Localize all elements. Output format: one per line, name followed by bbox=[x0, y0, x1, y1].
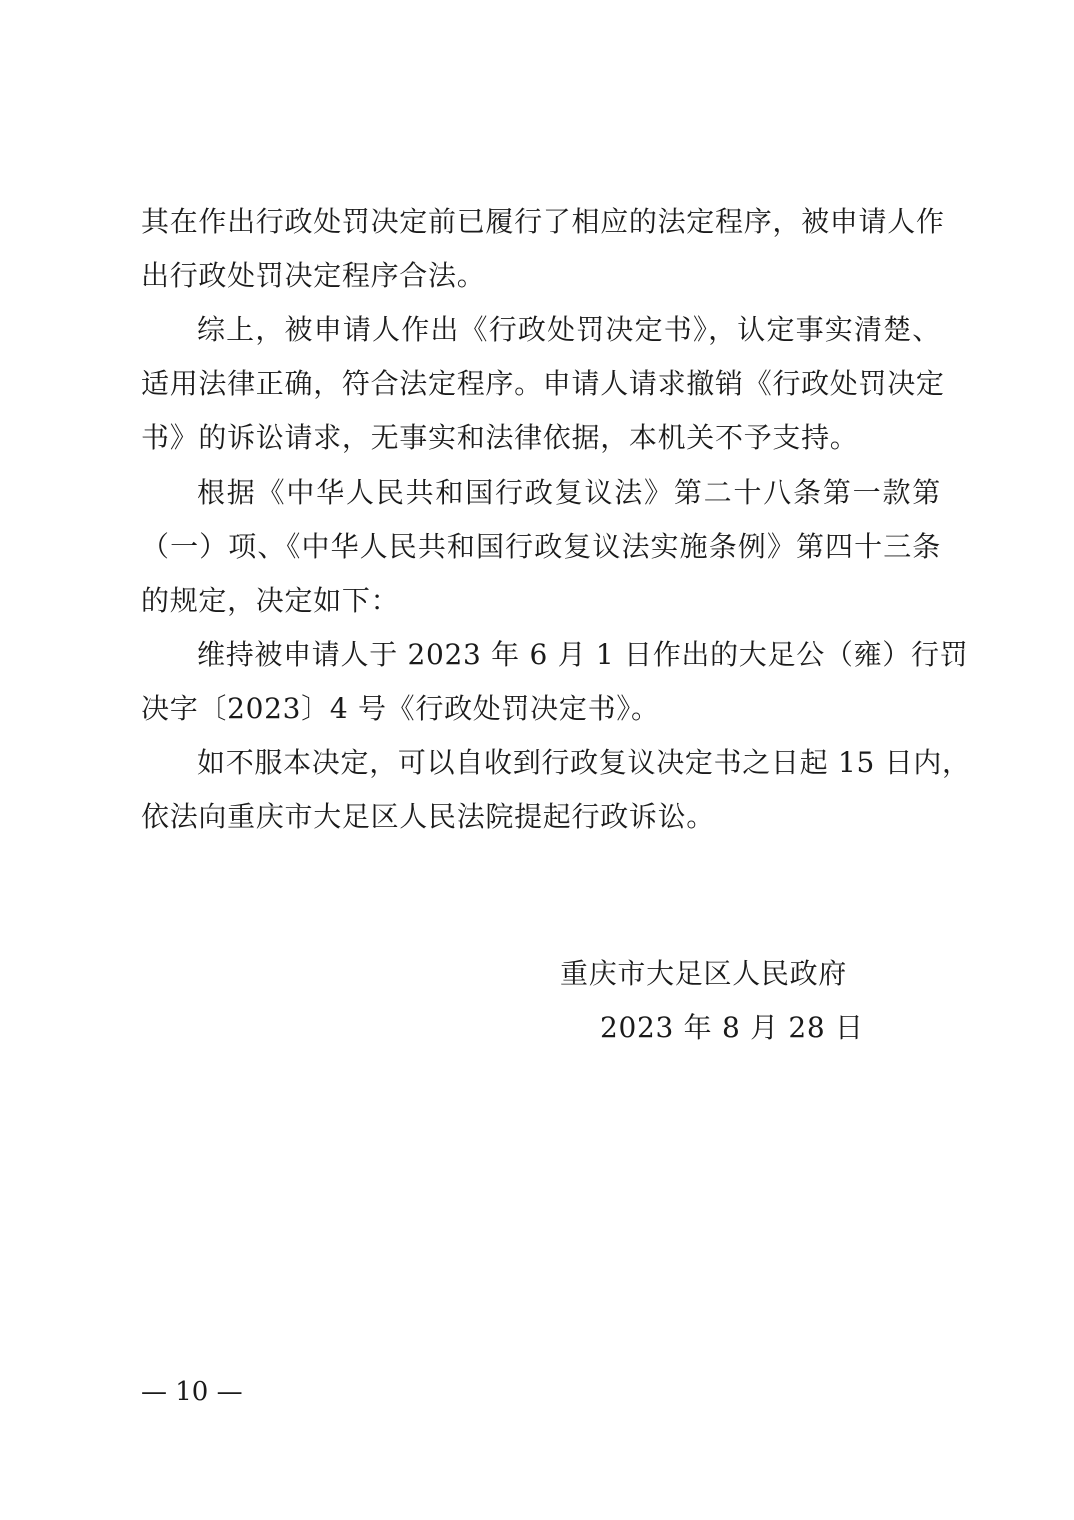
paragraph-3-line-3: 的规定，决定如下： bbox=[141, 584, 400, 617]
paragraph-2-line-1: 综上，被申请人作出《行政处罚决定书》，认定事实清楚、 bbox=[197, 313, 941, 346]
signature-date: 2023 年 8 月 28 日 bbox=[600, 1011, 864, 1044]
paragraph-4-line-1: 维持被申请人于 2023 年 6 月 1 日作出的大足公（雍）行罚 bbox=[197, 638, 969, 671]
paragraph-2-line-2: 适用法律正确，符合法定程序。申请人请求撤销《行政处罚决定 bbox=[141, 367, 945, 400]
paragraph-1-line-1: 其在作出行政处罚决定前已履行了相应的法定程序，被申请人作 bbox=[141, 205, 945, 238]
paragraph-5-line-1: 如不服本决定，可以自收到行政复议决定书之日起 15 日内， bbox=[197, 746, 971, 779]
page-number: — 10 — bbox=[141, 1377, 243, 1407]
paragraph-3-line-1: 根据《中华人民共和国行政复议法》第二十八条第一款第 bbox=[197, 476, 941, 509]
signature-organization: 重庆市大足区人民政府 bbox=[560, 957, 848, 990]
paragraph-5-line-2: 依法向重庆市大足区人民法院提起行政诉讼。 bbox=[141, 800, 716, 833]
paragraph-3-line-2: （一）项、《中华人民共和国行政复议法实施条例》第四十三条 bbox=[141, 530, 941, 563]
paragraph-4-line-2: 决字〔2023〕4 号《行政处罚决定书》。 bbox=[141, 692, 660, 725]
paragraph-1-line-2: 出行政处罚决定程序合法。 bbox=[141, 259, 486, 292]
paragraph-2-line-3: 书》的诉讼请求，无事实和法律依据，本机关不予支持。 bbox=[141, 421, 859, 454]
